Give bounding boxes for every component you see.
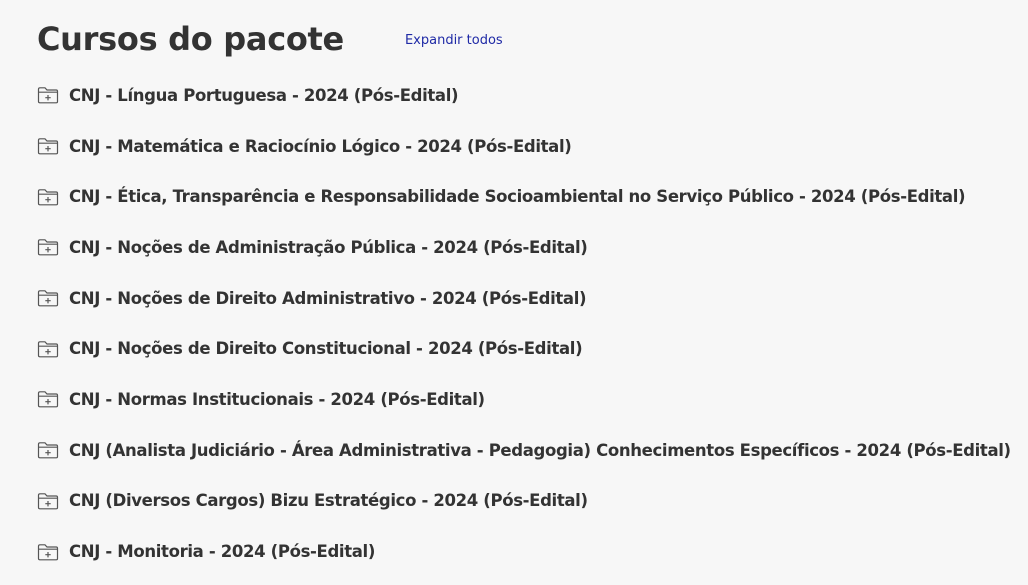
folder-plus-icon [37, 390, 59, 408]
folder-plus-icon [37, 289, 59, 307]
folder-plus-icon [37, 238, 59, 256]
course-title: CNJ - Ética, Transparência e Responsabilidade Socioambiental no Serviço Público - 2024 (Pós-Edital) [69, 187, 966, 207]
course-title: CNJ - Noções de Administração Pública - 2024 (Pós-Edital) [69, 237, 588, 257]
course-item[interactable] [37, 374, 1011, 425]
course-item[interactable] [37, 526, 1011, 577]
folder-plus-icon [37, 340, 59, 358]
course-title: CNJ - Monitoria - 2024 (Pós-Edital) [69, 542, 376, 562]
folder-plus-icon [37, 86, 59, 104]
course-item[interactable] [37, 476, 1011, 527]
course-item[interactable] [37, 273, 1011, 324]
expand-all-link[interactable]: Expandir todos [404, 33, 503, 48]
course-item[interactable] [37, 222, 1011, 273]
course-title: CNJ (Diversos Cargos) Bizu Estratégico - 2024 (Pós-Edital) [69, 491, 588, 511]
course-item[interactable] [37, 323, 1011, 374]
course-list [37, 70, 1011, 577]
course-item[interactable] [37, 171, 1011, 222]
folder-plus-icon [37, 137, 59, 155]
course-item[interactable] [37, 425, 1011, 476]
folder-plus-icon [37, 543, 59, 561]
course-title: CNJ - Matemática e Raciocínio Lógico - 2024 (Pós-Edital) [69, 136, 572, 156]
page-title: Cursos do pacote [37, 20, 344, 58]
course-item[interactable] [37, 70, 1011, 121]
section-header [37, 20, 503, 58]
course-title: CNJ (Analista Judiciário - Área Administrativa - Pedagogia) Conhecimentos Específicos - 2024 (Pós-Edital) [69, 440, 1011, 460]
folder-plus-icon [37, 441, 59, 459]
folder-plus-icon [37, 492, 59, 510]
course-title: CNJ - Normas Institucionais - 2024 (Pós-Edital) [69, 389, 485, 409]
course-item[interactable] [37, 121, 1011, 172]
folder-plus-icon [37, 188, 59, 206]
course-title: CNJ - Noções de Direito Constitucional - 2024 (Pós-Edital) [69, 339, 583, 359]
course-title: CNJ - Noções de Direito Administrativo - 2024 (Pós-Edital) [69, 288, 587, 308]
course-title: CNJ - Língua Portuguesa - 2024 (Pós-Edital) [69, 85, 459, 105]
